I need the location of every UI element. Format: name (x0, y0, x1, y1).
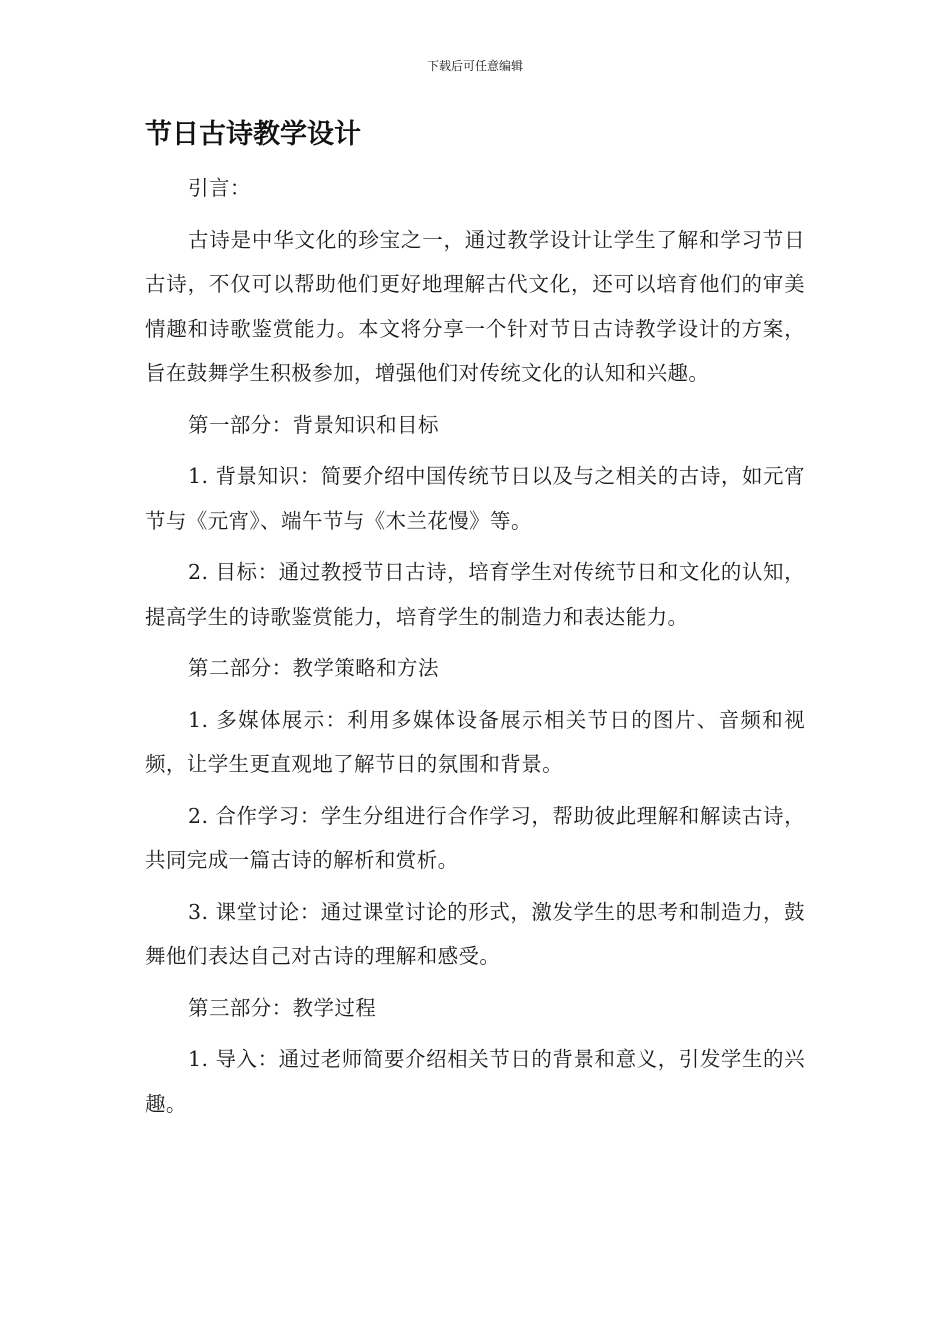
section-heading-2: 第二部分：教学策略和方法 (188, 656, 439, 680)
paragraph-2-1: 1. 多媒体展示：利用多媒体设备展示相关节日的图片、音频和视频，让学生更直观地了解节日的氛围和背景。 (145, 707, 805, 776)
paragraph-intro-text: 古诗是中华文化的珍宝之一，通过教学设计让学生了解和学习节日古诗，不仅可以帮助他们更好地理解古代文化，还可以培育他们的审美情趣和诗歌鉴赏能力。本文将分享一个针对节日古诗教学设计的方案，旨在鼓舞学生积极参加，增强他们对传统文化的认知和兴趣。 (145, 227, 805, 385)
document-body (145, 166, 805, 1133)
paragraph-3-1: 1. 导入：通过老师简要介绍相关节日的背景和意义，引发学生的兴趣。 (145, 1047, 805, 1116)
section-heading-3: 第三部分：教学过程 (188, 995, 377, 1020)
document-title: 节日古诗教学设计 (145, 119, 361, 150)
paragraph-1-1: 1. 背景知识：简要介绍中国传统节日以及与之相关的古诗，如元宵节与《元宵》、端午节与《木兰花慢》等。 (145, 464, 805, 533)
paragraph-1-2: 2. 目标：通过教授节日古诗，培育学生对传统节日和文化的认知，提高学生的诗歌鉴赏能力，培育学生的制造力和表达能力。 (145, 560, 805, 629)
paragraph-2-2: 2. 合作学习：学生分组进行合作学习，帮助彼此理解和解读古诗，共同完成一篇古诗的解析和赏析。 (145, 803, 805, 872)
paragraph-2-3: 3. 课堂讨论：通过课堂讨论的形式，激发学生的思考和制造力，鼓舞他们表达自己对古诗的理解和感受。 (145, 899, 805, 968)
paragraph-intro-label: 引言： (188, 176, 251, 200)
section-heading-1: 第一部分：背景知识和目标 (188, 412, 439, 437)
header-note: 下载后可任意编辑 (426, 59, 523, 73)
